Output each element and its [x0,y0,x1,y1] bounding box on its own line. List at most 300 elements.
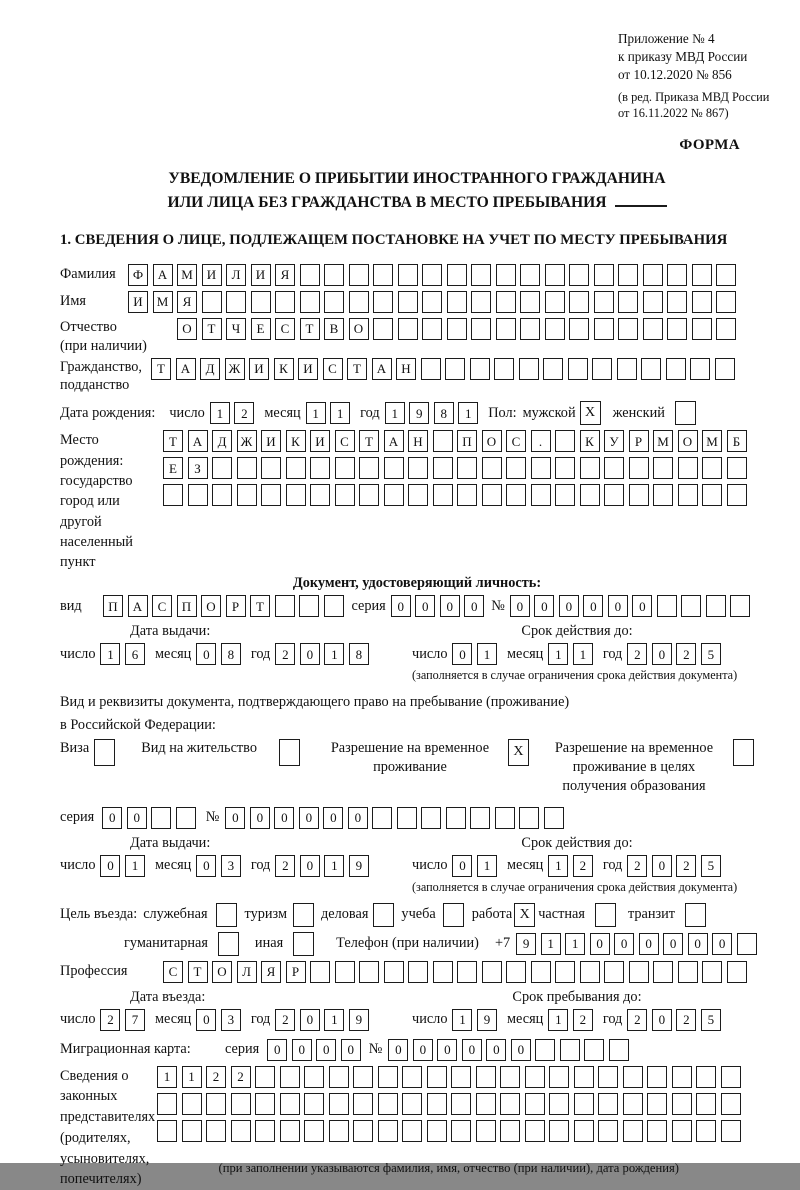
form-cell[interactable]: 0 [712,933,732,955]
form-cell[interactable]: Т [347,358,367,380]
form-cell[interactable] [531,484,551,506]
form-cell[interactable] [604,484,624,506]
form-cell[interactable]: 0 [196,855,216,877]
form-cell[interactable]: Т [202,318,222,340]
form-cell[interactable] [433,457,453,479]
form-cell[interactable] [592,358,612,380]
form-cell[interactable]: 1 [477,855,497,877]
form-cell[interactable] [721,1093,741,1115]
form-cell[interactable] [353,1093,373,1115]
form-cell[interactable] [569,264,589,286]
form-cell[interactable]: 0 [225,807,245,829]
form-cell[interactable]: 2 [627,643,647,665]
form-cell[interactable] [647,1120,667,1142]
form-cell[interactable]: 2 [100,1009,120,1031]
form-cell[interactable]: 1 [458,402,478,424]
form-cell[interactable] [544,807,564,829]
form-cell[interactable] [569,318,589,340]
form-cell[interactable] [702,457,722,479]
form-cell[interactable] [310,484,330,506]
form-cell[interactable]: 8 [221,643,241,665]
form-cell[interactable] [408,484,428,506]
form-cell[interactable] [470,358,490,380]
purpose-private-checkbox[interactable] [595,903,616,927]
form-cell[interactable]: Л [237,961,257,983]
form-cell[interactable]: С [163,961,183,983]
form-cell[interactable] [433,430,453,452]
form-cell[interactable] [398,264,418,286]
form-cell[interactable]: 1 [541,933,561,955]
form-cell[interactable] [427,1066,447,1088]
form-cell[interactable] [721,1066,741,1088]
form-cell[interactable] [618,264,638,286]
form-cell[interactable] [629,484,649,506]
form-cell[interactable]: Т [188,961,208,983]
form-cell[interactable] [623,1093,643,1115]
form-cell[interactable]: 0 [462,1039,482,1061]
form-cell[interactable] [667,318,687,340]
form-cell[interactable] [727,457,747,479]
form-cell[interactable] [451,1066,471,1088]
form-cell[interactable]: 1 [100,643,120,665]
form-cell[interactable] [702,484,722,506]
form-cell[interactable] [604,961,624,983]
form-cell[interactable]: 1 [157,1066,177,1088]
form-cell[interactable]: 1 [324,855,344,877]
form-cell[interactable] [643,318,663,340]
form-cell[interactable]: И [261,430,281,452]
form-cell[interactable] [555,961,575,983]
form-cell[interactable]: 1 [306,402,326,424]
form-cell[interactable] [706,595,726,617]
purpose-humanitarian-checkbox[interactable] [218,932,239,956]
form-cell[interactable]: К [580,430,600,452]
form-cell[interactable] [275,595,295,617]
form-cell[interactable]: О [177,318,197,340]
form-cell[interactable]: 0 [388,1039,408,1061]
form-cell[interactable] [609,1039,629,1061]
form-cell[interactable]: М [653,430,673,452]
form-cell[interactable] [500,1120,520,1142]
form-cell[interactable]: 2 [275,855,295,877]
purpose-study-checkbox[interactable] [443,903,464,927]
form-cell[interactable] [500,1066,520,1088]
form-cell[interactable]: Я [261,961,281,983]
form-cell[interactable] [378,1120,398,1142]
form-cell[interactable] [470,807,490,829]
form-cell[interactable] [653,457,673,479]
form-cell[interactable]: 1 [210,402,230,424]
form-cell[interactable] [531,961,551,983]
form-cell[interactable]: О [349,318,369,340]
form-cell[interactable] [335,961,355,983]
form-cell[interactable] [482,484,502,506]
form-cell[interactable] [471,318,491,340]
form-cell[interactable] [237,484,257,506]
form-cell[interactable] [560,1039,580,1061]
form-cell[interactable]: 1 [324,1009,344,1031]
form-cell[interactable]: 0 [316,1039,336,1061]
form-cell[interactable]: 0 [486,1039,506,1061]
form-cell[interactable] [618,291,638,313]
form-cell[interactable] [471,291,491,313]
form-cell[interactable] [212,457,232,479]
form-cell[interactable] [667,264,687,286]
form-cell[interactable]: 8 [434,402,454,424]
form-cell[interactable] [329,1093,349,1115]
form-cell[interactable]: 1 [565,933,585,955]
form-cell[interactable]: 9 [477,1009,497,1031]
form-cell[interactable] [555,457,575,479]
form-cell[interactable]: 0 [267,1039,287,1061]
form-cell[interactable]: 1 [548,643,568,665]
form-cell[interactable]: Т [163,430,183,452]
form-cell[interactable]: О [482,430,502,452]
form-cell[interactable] [433,961,453,983]
form-cell[interactable]: И [251,264,271,286]
form-cell[interactable] [402,1066,422,1088]
form-cell[interactable]: Е [163,457,183,479]
form-cell[interactable] [299,595,319,617]
form-cell[interactable] [310,961,330,983]
form-cell[interactable]: 1 [548,1009,568,1031]
form-cell[interactable]: 0 [534,595,554,617]
form-cell[interactable] [672,1120,692,1142]
form-cell[interactable] [335,484,355,506]
form-cell[interactable] [304,1066,324,1088]
form-cell[interactable] [555,430,575,452]
form-cell[interactable]: С [335,430,355,452]
form-cell[interactable]: 0 [413,1039,433,1061]
form-cell[interactable] [335,457,355,479]
form-cell[interactable] [422,264,442,286]
visa-checkbox[interactable] [94,739,115,766]
residence-permit-checkbox[interactable] [279,739,300,766]
form-cell[interactable] [584,1039,604,1061]
form-cell[interactable] [329,1120,349,1142]
form-cell[interactable] [545,291,565,313]
form-cell[interactable] [182,1120,202,1142]
form-cell[interactable] [519,358,539,380]
form-cell[interactable] [653,961,673,983]
form-cell[interactable] [549,1066,569,1088]
form-cell[interactable]: И [298,358,318,380]
form-cell[interactable]: О [678,430,698,452]
form-cell[interactable] [678,961,698,983]
form-cell[interactable] [569,291,589,313]
form-cell[interactable] [163,484,183,506]
form-cell[interactable] [716,318,736,340]
form-cell[interactable]: 2 [676,1009,696,1031]
form-cell[interactable]: 2 [676,643,696,665]
form-cell[interactable]: 9 [409,402,429,424]
form-cell[interactable] [604,457,624,479]
form-cell[interactable] [304,1093,324,1115]
form-cell[interactable] [359,484,379,506]
purpose-tourism-checkbox[interactable] [293,903,314,927]
form-cell[interactable] [457,457,477,479]
form-cell[interactable]: З [188,457,208,479]
form-cell[interactable]: 0 [196,643,216,665]
form-cell[interactable]: 1 [452,1009,472,1031]
form-cell[interactable] [408,961,428,983]
form-cell[interactable]: 0 [348,807,368,829]
form-cell[interactable]: 0 [688,933,708,955]
form-cell[interactable]: 5 [701,1009,721,1031]
form-cell[interactable] [372,807,392,829]
form-cell[interactable] [275,291,295,313]
form-cell[interactable]: Р [286,961,306,983]
form-cell[interactable] [398,291,418,313]
form-cell[interactable]: М [177,264,197,286]
form-cell[interactable] [525,1120,545,1142]
form-cell[interactable]: 0 [608,595,628,617]
form-cell[interactable] [692,291,712,313]
purpose-transit-checkbox[interactable] [685,903,706,927]
form-cell[interactable] [594,291,614,313]
form-cell[interactable]: У [604,430,624,452]
form-cell[interactable] [549,1120,569,1142]
form-cell[interactable] [666,358,686,380]
form-cell[interactable] [696,1120,716,1142]
form-cell[interactable]: 2 [627,1009,647,1031]
form-cell[interactable] [157,1120,177,1142]
sex-female-checkbox[interactable] [675,401,696,425]
form-cell[interactable]: 0 [663,933,683,955]
form-cell[interactable] [151,807,171,829]
form-cell[interactable]: 0 [464,595,484,617]
form-cell[interactable] [255,1066,275,1088]
form-cell[interactable] [206,1093,226,1115]
form-cell[interactable]: Я [275,264,295,286]
form-cell[interactable] [494,358,514,380]
purpose-work-checkbox[interactable]: X [514,903,535,927]
form-cell[interactable] [324,595,344,617]
form-cell[interactable] [226,291,246,313]
form-cell[interactable]: 0 [341,1039,361,1061]
form-cell[interactable]: И [128,291,148,313]
form-cell[interactable] [545,264,565,286]
form-cell[interactable]: Л [226,264,246,286]
form-cell[interactable] [482,457,502,479]
form-cell[interactable] [716,291,736,313]
form-cell[interactable]: А [372,358,392,380]
form-cell[interactable] [255,1093,275,1115]
form-cell[interactable] [716,264,736,286]
form-cell[interactable]: Н [408,430,428,452]
form-cell[interactable]: 3 [221,1009,241,1031]
form-cell[interactable]: 2 [275,643,295,665]
form-cell[interactable] [427,1120,447,1142]
form-cell[interactable]: 0 [300,1009,320,1031]
form-cell[interactable] [251,291,271,313]
form-cell[interactable] [378,1066,398,1088]
form-cell[interactable] [384,484,404,506]
form-cell[interactable]: А [153,264,173,286]
form-cell[interactable] [398,318,418,340]
form-cell[interactable] [176,807,196,829]
form-cell[interactable]: Т [151,358,171,380]
form-cell[interactable]: С [275,318,295,340]
form-cell[interactable]: 0 [391,595,411,617]
form-cell[interactable] [696,1093,716,1115]
form-cell[interactable] [629,961,649,983]
form-cell[interactable] [324,264,344,286]
form-cell[interactable]: 0 [652,1009,672,1031]
form-cell[interactable] [212,484,232,506]
form-cell[interactable] [496,264,516,286]
form-cell[interactable] [359,961,379,983]
form-cell[interactable]: Т [359,430,379,452]
sex-male-checkbox[interactable]: X [580,401,601,425]
form-cell[interactable] [580,484,600,506]
form-cell[interactable]: 0 [632,595,652,617]
form-cell[interactable] [594,318,614,340]
form-cell[interactable] [353,1066,373,1088]
form-cell[interactable]: 8 [349,643,369,665]
form-cell[interactable] [402,1120,422,1142]
form-cell[interactable]: 6 [125,643,145,665]
form-cell[interactable]: 0 [440,595,460,617]
form-cell[interactable]: 0 [452,643,472,665]
form-cell[interactable]: 0 [437,1039,457,1061]
form-cell[interactable] [280,1120,300,1142]
form-cell[interactable] [506,484,526,506]
form-cell[interactable]: 0 [415,595,435,617]
form-cell[interactable] [397,807,417,829]
form-cell[interactable]: О [212,961,232,983]
form-cell[interactable] [623,1120,643,1142]
form-cell[interactable]: А [188,430,208,452]
form-cell[interactable]: 1 [330,402,350,424]
form-cell[interactable] [525,1066,545,1088]
form-cell[interactable] [433,484,453,506]
form-cell[interactable] [255,1120,275,1142]
form-cell[interactable]: 0 [590,933,610,955]
form-cell[interactable] [549,1093,569,1115]
form-cell[interactable]: В [324,318,344,340]
form-cell[interactable]: П [177,595,197,617]
form-cell[interactable]: Д [200,358,220,380]
form-cell[interactable]: 0 [127,807,147,829]
form-cell[interactable] [520,318,540,340]
form-cell[interactable] [568,358,588,380]
form-cell[interactable] [384,457,404,479]
form-cell[interactable]: Д [212,430,232,452]
form-cell[interactable] [672,1093,692,1115]
form-cell[interactable]: 0 [299,807,319,829]
form-cell[interactable]: 2 [627,855,647,877]
form-cell[interactable] [202,291,222,313]
form-cell[interactable] [349,264,369,286]
form-cell[interactable]: И [249,358,269,380]
form-cell[interactable] [730,595,750,617]
form-cell[interactable] [715,358,735,380]
form-cell[interactable] [692,318,712,340]
form-cell[interactable]: 0 [102,807,122,829]
form-cell[interactable] [476,1093,496,1115]
form-cell[interactable]: 1 [182,1066,202,1088]
form-cell[interactable]: 9 [349,1009,369,1031]
title-blank-line[interactable] [615,193,667,207]
form-cell[interactable]: 0 [510,595,530,617]
form-cell[interactable] [373,264,393,286]
form-cell[interactable]: А [128,595,148,617]
form-cell[interactable] [445,358,465,380]
form-cell[interactable]: 2 [676,855,696,877]
form-cell[interactable] [543,358,563,380]
form-cell[interactable]: Т [300,318,320,340]
form-cell[interactable] [427,1093,447,1115]
form-cell[interactable] [304,1120,324,1142]
form-cell[interactable] [457,484,477,506]
form-cell[interactable]: 0 [583,595,603,617]
form-cell[interactable] [231,1093,251,1115]
form-cell[interactable]: 0 [300,643,320,665]
form-cell[interactable] [421,358,441,380]
form-cell[interactable]: 2 [231,1066,251,1088]
form-cell[interactable] [727,961,747,983]
form-cell[interactable] [447,264,467,286]
form-cell[interactable]: Ж [225,358,245,380]
form-cell[interactable]: Т [250,595,270,617]
purpose-official-checkbox[interactable] [216,903,237,927]
form-cell[interactable] [422,291,442,313]
form-cell[interactable]: 0 [292,1039,312,1061]
form-cell[interactable]: 0 [300,855,320,877]
form-cell[interactable] [727,484,747,506]
form-cell[interactable] [451,1120,471,1142]
form-cell[interactable] [446,807,466,829]
form-cell[interactable] [286,484,306,506]
form-cell[interactable] [496,291,516,313]
form-cell[interactable]: П [457,430,477,452]
form-cell[interactable]: П [103,595,123,617]
form-cell[interactable]: Р [226,595,246,617]
form-cell[interactable]: 0 [452,855,472,877]
form-cell[interactable] [520,264,540,286]
form-cell[interactable] [495,807,515,829]
form-cell[interactable] [447,318,467,340]
form-cell[interactable] [471,264,491,286]
form-cell[interactable] [629,457,649,479]
form-cell[interactable] [286,457,306,479]
form-cell[interactable] [580,961,600,983]
form-cell[interactable]: 2 [275,1009,295,1031]
form-cell[interactable]: 1 [125,855,145,877]
form-cell[interactable]: Е [251,318,271,340]
form-cell[interactable] [721,1120,741,1142]
form-cell[interactable] [157,1093,177,1115]
form-cell[interactable] [598,1093,618,1115]
form-cell[interactable]: 0 [250,807,270,829]
form-cell[interactable]: . [531,430,551,452]
form-cell[interactable] [623,1066,643,1088]
form-cell[interactable] [349,291,369,313]
form-cell[interactable] [598,1066,618,1088]
form-cell[interactable] [310,457,330,479]
form-cell[interactable]: Я [177,291,197,313]
form-cell[interactable] [580,457,600,479]
form-cell[interactable] [447,291,467,313]
form-cell[interactable] [643,291,663,313]
form-cell[interactable] [525,1093,545,1115]
form-cell[interactable] [451,1093,471,1115]
form-cell[interactable] [457,961,477,983]
form-cell[interactable] [657,595,677,617]
form-cell[interactable]: С [323,358,343,380]
form-cell[interactable] [672,1066,692,1088]
